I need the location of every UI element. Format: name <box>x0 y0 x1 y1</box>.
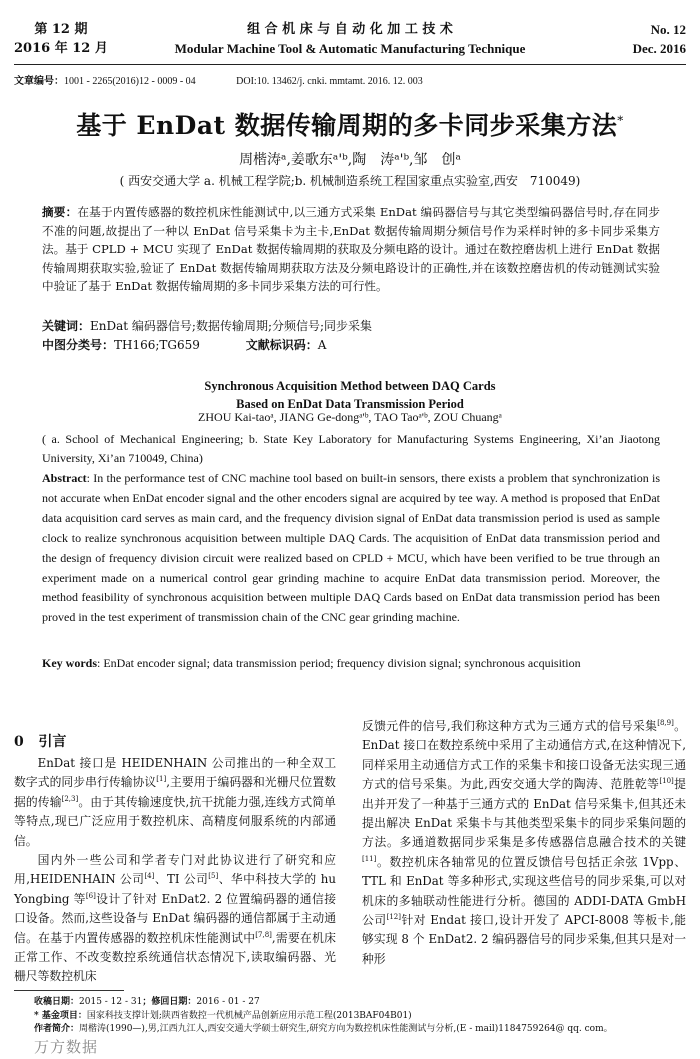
paper-title <box>0 106 700 142</box>
citation: [11] <box>362 854 377 863</box>
issue-date-cn: 2016 年 12 月 <box>14 41 108 56</box>
issue-number-cn: 第 12 期 <box>34 22 88 37</box>
abstract-cn-label: 摘要： <box>42 205 78 219</box>
paragraph: EnDat 接口是 HEIDENHAIN 公司推出的一种全双工数字式的同步串行传输协议[1],主要用于编码器和光栅尺位置数据的传输[2,3]。由于其传输速度快,抗干扰能力强,连线方式简单等特点,现已广泛应用于数控机床、高精度伺服系统的内部通信。 <box>14 756 336 848</box>
citation: [6] <box>85 891 96 900</box>
keywords-en <box>42 654 660 674</box>
keywords-cn <box>42 317 372 334</box>
journal-header <box>14 20 686 64</box>
journal-name-cn: 组 合 机 床 与 自 动 化 加 工 技 术 <box>247 22 453 37</box>
body-column-left <box>14 754 336 987</box>
paragraph: 国内外一些公司和学者专门对此协议进行了研究和应用,HEIDENHAIN 公司[4]、TI 公司[5]、华中科技大学的 hu Yongbing 等[6]设计了针对 EnDat2. 2 位置编码器的通信接口设备。然而,这些设备与 EnDat 编码器的通信都属于主动通信。在基于内置传感器的数控机床性能测试中[7,8],需要在机床正常工作、不改变数控系统通信状态情况下,读取编码器、光栅尺等数控机床 <box>14 853 337 984</box>
citation: [1] <box>156 775 167 784</box>
body-column-right <box>362 717 686 969</box>
keywords-cn-text: EnDat 编码器信号;数据传输周期;分频信号;同步采集 <box>90 319 373 333</box>
citation: [10] <box>659 777 674 786</box>
footnote-dates: 收稿日期：2015 - 12 - 31；修回日期：2016 - 01 - 27 <box>34 997 260 1007</box>
article-meta <box>14 72 423 87</box>
authors-en: ZHOU Kai-taoᵃ, JIANG Ge-dongᵃ'ᵇ, TAO Taoᵃ'ᵇ, ZOU Chuangᵃ <box>198 410 502 424</box>
citation: [12] <box>386 913 401 922</box>
article-no: 1001 - 2265(2016)12 - 0009 - 04 <box>64 76 196 87</box>
header-right <box>633 20 686 58</box>
doc-code-label: 文献标识码： <box>245 338 318 352</box>
issue-date-en: Dec. 2016 <box>632 41 686 56</box>
header-center <box>14 20 686 58</box>
clc-label: 中图分类号： <box>42 338 115 352</box>
section-number: 0 <box>14 734 24 750</box>
section-heading <box>14 731 66 751</box>
english-title-line1: Synchronous Acquisition Method between DAQ Cards <box>204 379 496 393</box>
keywords-cn-label: 关键词： <box>42 319 91 333</box>
footnote-rule <box>14 990 124 991</box>
abstract-cn <box>42 203 660 296</box>
affiliation-cn: ( 西安交通大学 a. 机械工程学院;b. 机械制造系统工程国家重点实验室,西安 710049) <box>119 174 581 188</box>
watermark: 万方数据 <box>34 1038 99 1056</box>
citation: [4] <box>144 872 155 881</box>
footnote-fund: * 基金项目：国家科技支撑计划;陕西省数控一代机械产品创新应用示范工程(2013BAF04B01) <box>34 1011 412 1021</box>
authors-cn: 周楷涛ᵃ,姜歌东ᵃ'ᵇ,陶 涛ᵃ'ᵇ,邹 创ᵃ <box>239 152 461 168</box>
abstract-en-label: Abstract <box>42 471 87 485</box>
doi: DOI:10. 13462/j. cnki. mmtamt. 2016. 12. 003 <box>236 76 423 87</box>
citation: [8,9] <box>657 719 674 728</box>
journal-name-en: Modular Machine Tool & Automatic Manufacturing Technique <box>174 41 526 56</box>
abstract-cn-text: 在基于内置传感器的数控机床性能测试中,以三通方式采集 EnDat 编码器信号与其它类型编码器信号时,存在同步不准的问题,故提出了一种以 EnDat 信号采集卡为主卡,EnDat 数据传输周期分频信号作为采样时钟的多卡同步采集方法。基于 CPLD + MCU 实现了 EnDat 数据传输周期的获取及分频电路的设计。通过在数控磨齿机上进行 EnDat 数据传输周期获取实验,验证了 EnDat 数据传输周期获取方法及分频电路设计的正确性,并在该数控磨齿机的传动链测试实验中验证了基于 EnDat 数据传输周期的多卡同步采集方法的可行性。 <box>42 205 660 294</box>
citation: [5] <box>208 872 219 881</box>
article-no-label: 文章编号： <box>14 76 64 87</box>
citation: [7,8] <box>255 930 272 939</box>
issue-number-en: No. 12 <box>650 22 686 37</box>
english-title-line2: Based on EnDat Data Transmission Period <box>236 397 464 411</box>
abstract-en-text: : In the performance test of CNC machine tool based on built-in sensors, there exists a problem that synchronization is not accurate when EnDat encoder signal and the other encoders signal are acquired by tee way. A method is proposed that EnDat data acquisition card serves as main card, and the frequency division signal of EnDat data transmission period is used as sample clock to realize synchronous acquisition between multiple DAQ Cards. The acquisition of EnDat data transmission period and the design of frequency division circuit were realized based on CPLD + MCU, which have been verified to be true through an experiment made on a numerical control gear grinding machine to acquire EnDat data transmission period. Moreover, the method feasibility of synchronous acquisition between multiple DAQ Cards based on EnDat data transmission period has been proved in the test experiment of transmission chain of the CNC gear grinding machine. <box>42 471 660 625</box>
paragraph: 反馈元件的信号,我们称这种方式为三通方式的信号采集[8,9]。EnDat 接口在数控系统中采用了主动通信方式,在这种情况下,同样采用主动通信方式工作的采集卡和接口设备无法实现三通方式的信号采集。为此,西安交通大学的陶涛、范胜乾等[10]提出并开发了一种基于三通方式的 EnDat 信号采集卡,但其还未提出解决 EnDat 采集卡与其他类型采集卡的同步采集问题的方法。多通道数据同步采集是多传感器信息融合技术的关键[11]。数控机床各轴常见的位置反馈信号包括正余弦 1Vpp、TTL 和 EnDat 等多种形式,实现这些信号的同步采集,可以对机床的多轴联动性能进行分析。德国的 ADDI-DATA GmbH 公司[12]针对 Endat 接口,设计开发了 APCI-8008 等板卡,能够实现 8 个 EnDat2. 2 编码器信号的同步采集,但其只是对一种形 <box>362 719 686 966</box>
abstract-en <box>42 469 660 628</box>
title-footnote-mark: * <box>617 113 624 128</box>
keywords-en-label: Key words <box>42 656 97 670</box>
clc-value: TH166;TG659 <box>114 338 200 352</box>
affiliation-en: ( a. School of Mechanical Engineering; b. State Key Laboratory for Manufacturing Systems Engineering, Xi’an Jiaotong University, Xi’an 710049, China) <box>42 432 660 465</box>
keywords-en-text: : EnDat encoder signal; data transmission period; frequency division signal; synchronous acquisition <box>97 656 581 670</box>
footnote-author: 作者简介：周楷涛(1990—),男,江西九江人,西安交通大学硕士研究生,研究方向为数控机床性能测试与分析,(E - mail)1184759264@ qq. com。 <box>34 1024 613 1034</box>
citation: [2,3] <box>61 794 79 803</box>
paper-title-text: 基于 EnDat 数据传输周期的多卡同步采集方法 <box>76 111 618 140</box>
classification <box>42 336 326 353</box>
doc-code-value: A <box>317 338 327 352</box>
header-rule <box>14 64 686 65</box>
english-title <box>0 377 700 413</box>
section-title: 引言 <box>38 734 67 750</box>
